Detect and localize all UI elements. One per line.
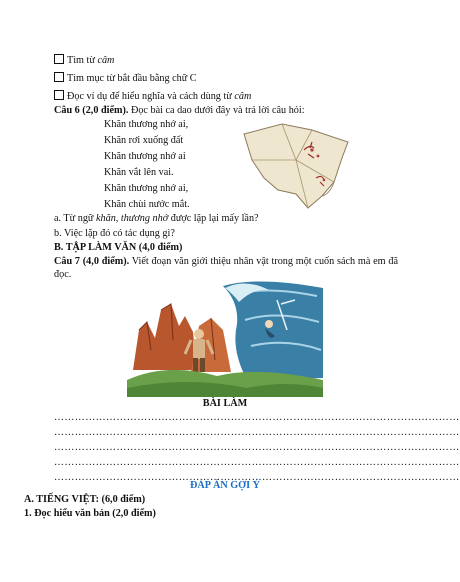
bai-lam-heading: BÀI LÀM xyxy=(202,398,248,409)
answer-line-4[interactable]: ……………………………………………………………………………………………………… xyxy=(54,457,460,468)
section-b-heading: B. TẬP LÀM VĂN (4,0 điểm) xyxy=(54,242,183,253)
poem-line: Khăn chùi nước mắt. xyxy=(104,199,190,210)
checkbox-2[interactable] xyxy=(54,72,64,82)
question-6b: b. Việc lặp đó có tác dụng gì? xyxy=(54,228,175,239)
checklist-item-2: Tìm mục từ bắt đầu bằng chữ C xyxy=(54,72,197,85)
question-6a: a. Từ ngữ khăn, thương nhớ được lặp lại mấy lần? xyxy=(54,213,259,224)
checkbox-3[interactable] xyxy=(54,90,64,100)
answer-line-1[interactable]: ……………………………………………………………………………………………………… xyxy=(54,412,460,423)
book-character-illustration xyxy=(127,280,323,397)
section-a-heading: A. TIẾNG VIỆT: (6,0 điểm) xyxy=(24,494,146,505)
poem-line: Khăn thương nhớ ai xyxy=(104,151,186,162)
question-7: Câu 7 (4,0 điểm). Viết đoạn văn giới thiệu nhân vật trong một cuốn sách mà em đã đọc. xyxy=(54,256,399,280)
poem-line: Khăn thương nhớ ai, xyxy=(104,119,189,130)
subsection-1-heading: 1. Đọc hiểu văn bản (2,0 điểm) xyxy=(24,508,156,519)
scarf-illustration xyxy=(238,120,356,212)
checklist-item-3: Đọc ví dụ để hiểu nghĩa và cách dùng từ câm xyxy=(54,90,251,103)
poem xyxy=(104,118,190,211)
answer-line-2[interactable]: ……………………………………………………………………………………………………… xyxy=(54,427,460,438)
poem-line: Khăn rơi xuống đất xyxy=(104,135,184,146)
checkbox-1[interactable] xyxy=(54,54,64,64)
poem-line: Khăn vắt lên vai. xyxy=(104,167,174,178)
question-6: Câu 6 (2,0 điểm). Đọc bài ca dao dưới đây và trả lời câu hỏi: xyxy=(54,105,305,116)
answer-key-title: ĐÁP ÁN GỢI Ý xyxy=(190,480,260,491)
checklist-item-1: Tìm từ câm xyxy=(54,54,114,67)
answer-line-3[interactable]: ……………………………………………………………………………………………………… xyxy=(54,442,460,453)
poem-line: Khăn thương nhớ ai, xyxy=(104,183,189,194)
answer-line-5[interactable]: ……………………………………………………………………………………………………… xyxy=(54,472,460,483)
